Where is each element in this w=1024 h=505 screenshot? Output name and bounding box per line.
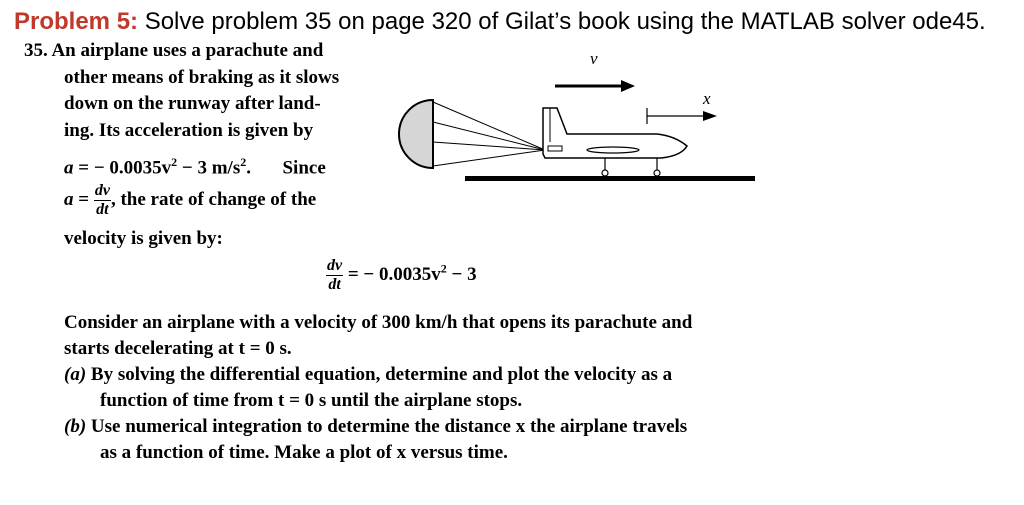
problem-number: 35. xyxy=(24,40,48,61)
airplane-icon xyxy=(543,108,687,176)
airplane-parachute-figure xyxy=(385,42,765,192)
part-a-label: (a) xyxy=(64,364,87,385)
velocity-line: velocity is given by: xyxy=(64,228,223,249)
problem-statement xyxy=(24,38,339,144)
since-word: Since xyxy=(282,157,326,179)
distance-label: x xyxy=(703,89,711,108)
statement-line-4: ing. Its acceleration is given by xyxy=(64,119,314,141)
statement-line-1: 35. An airplane uses a parachute and xyxy=(24,40,324,61)
problem-label: Problem 5: xyxy=(14,8,139,35)
runway xyxy=(465,176,755,181)
part-b-cont: as a function of time. Make a plot of x versus time. xyxy=(100,442,508,463)
part-a-cont: function of time from t = 0 s until the airplane stops. xyxy=(100,390,523,411)
parachute-icon xyxy=(399,100,545,168)
acceleration-equation: a = − $0.0035v^2 - 3$ $m/s^2$. Since xyxy=(64,155,326,179)
part-b: (b) Use numerical integration to determine the distance x the airplane travels xyxy=(64,416,688,437)
part-b-label: (b) xyxy=(64,416,87,437)
velocity-arrow xyxy=(555,80,635,92)
problem-body xyxy=(64,310,692,466)
rate-definition: a = $\frac{dv}{dt}$ , the rate of change of the xyxy=(64,182,317,218)
problem-header xyxy=(14,8,986,36)
body-line-1: Consider an airplane with a velocity of 300 km/h that opens its parachute and xyxy=(64,312,693,333)
ode-fraction: $\frac{dv}{dt}$ xyxy=(327,257,343,293)
ode-equation: $\frac{dv}{dt}$ = − $0.0035v^2 - 3$ xyxy=(327,257,477,293)
part-a: (a) By solving the differential equation, determine and plot the velocity as a xyxy=(64,364,673,385)
body-line-2: starts decelerating at t = 0 s. xyxy=(64,338,292,359)
dv-dt-fraction: $\frac{dv}{dt}$ xyxy=(94,182,110,218)
velocity-label: v xyxy=(590,49,598,68)
statement-line-2: other means of braking as it slows xyxy=(64,66,340,88)
statement-line-3: down on the runway after land- xyxy=(64,93,321,114)
problem-instruction: Solve problem 35 on page 320 of Gilat’s book using the MATLAB solver ode45. xyxy=(138,8,986,35)
distance-arrow xyxy=(647,108,717,124)
